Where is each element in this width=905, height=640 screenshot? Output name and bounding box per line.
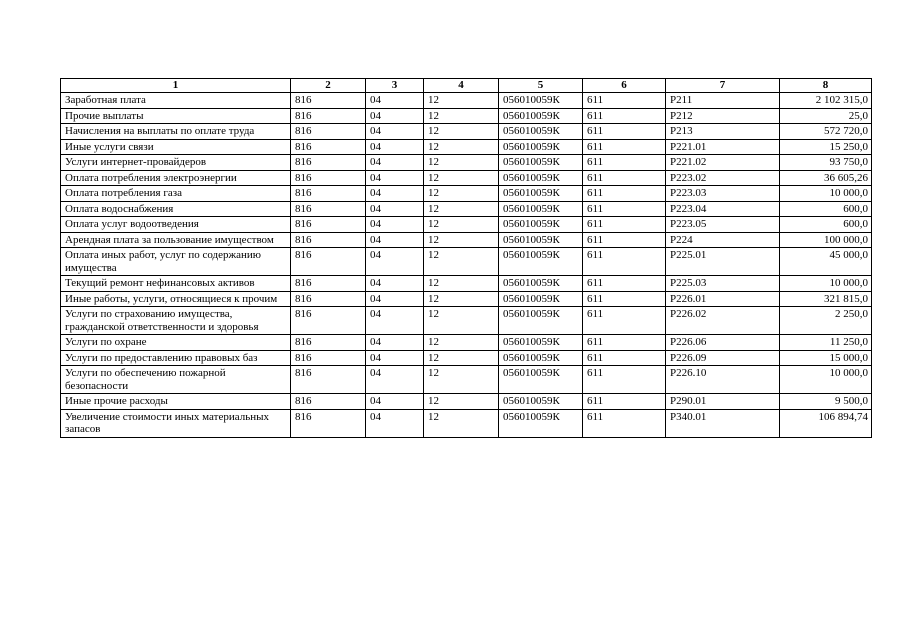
cell-kosgu-code: Р223.05 — [666, 217, 780, 233]
column-header-3: 3 — [366, 79, 424, 93]
cell-expense-name: Услуги по охране — [61, 335, 291, 351]
cell-section-code: 04 — [366, 124, 424, 140]
cell-department-code: 816 — [291, 201, 366, 217]
cell-amount: 9 500,0 — [780, 394, 872, 410]
cell-amount: 45 000,0 — [780, 248, 872, 276]
cell-subsection-code: 12 — [424, 350, 499, 366]
cell-department-code: 816 — [291, 350, 366, 366]
cell-target-article-code: 056010059К — [499, 201, 583, 217]
cell-expense-type-code: 611 — [583, 93, 666, 109]
cell-kosgu-code: Р223.02 — [666, 170, 780, 186]
table-row — [61, 232, 872, 248]
column-header-1: 1 — [61, 79, 291, 93]
cell-expense-name: Арендная плата за пользование имуществом — [61, 232, 291, 248]
cell-department-code: 816 — [291, 409, 366, 437]
cell-subsection-code: 12 — [424, 394, 499, 410]
cell-target-article-code: 056010059К — [499, 217, 583, 233]
table-row — [61, 155, 872, 171]
cell-target-article-code: 056010059К — [499, 186, 583, 202]
cell-amount: 600,0 — [780, 201, 872, 217]
cell-expense-name: Услуги по обеспечению пожарной безопасности — [61, 366, 291, 394]
cell-target-article-code: 056010059К — [499, 170, 583, 186]
cell-subsection-code: 12 — [424, 409, 499, 437]
table-row — [61, 186, 872, 202]
cell-department-code: 816 — [291, 276, 366, 292]
table-header — [61, 79, 872, 93]
cell-kosgu-code: Р226.02 — [666, 307, 780, 335]
budget-table — [60, 78, 872, 438]
cell-expense-type-code: 611 — [583, 409, 666, 437]
cell-amount: 2 250,0 — [780, 307, 872, 335]
cell-expense-type-code: 611 — [583, 335, 666, 351]
table-row — [61, 139, 872, 155]
cell-expense-type-code: 611 — [583, 232, 666, 248]
cell-expense-name: Оплата водоснабжения — [61, 201, 291, 217]
cell-kosgu-code: Р225.01 — [666, 248, 780, 276]
cell-subsection-code: 12 — [424, 108, 499, 124]
table-row — [61, 108, 872, 124]
table-row — [61, 276, 872, 292]
cell-subsection-code: 12 — [424, 291, 499, 307]
cell-department-code: 816 — [291, 232, 366, 248]
cell-target-article-code: 056010059К — [499, 409, 583, 437]
cell-kosgu-code: Р213 — [666, 124, 780, 140]
cell-amount: 600,0 — [780, 217, 872, 233]
cell-kosgu-code: Р221.02 — [666, 155, 780, 171]
cell-section-code: 04 — [366, 276, 424, 292]
cell-department-code: 816 — [291, 217, 366, 233]
cell-kosgu-code: Р340.01 — [666, 409, 780, 437]
cell-section-code: 04 — [366, 232, 424, 248]
cell-expense-type-code: 611 — [583, 307, 666, 335]
column-header-8: 8 — [780, 79, 872, 93]
cell-department-code: 816 — [291, 93, 366, 109]
cell-subsection-code: 12 — [424, 366, 499, 394]
cell-target-article-code: 056010059К — [499, 366, 583, 394]
cell-amount: 106 894,74 — [780, 409, 872, 437]
cell-subsection-code: 12 — [424, 276, 499, 292]
cell-expense-name: Услуги интернет-провайдеров — [61, 155, 291, 171]
cell-subsection-code: 12 — [424, 307, 499, 335]
cell-kosgu-code: Р226.09 — [666, 350, 780, 366]
cell-subsection-code: 12 — [424, 155, 499, 171]
cell-expense-name: Текущий ремонт нефинансовых активов — [61, 276, 291, 292]
table-row — [61, 217, 872, 233]
table-row — [61, 124, 872, 140]
header-row — [61, 79, 872, 93]
cell-target-article-code: 056010059К — [499, 93, 583, 109]
cell-amount: 10 000,0 — [780, 186, 872, 202]
table-row — [61, 291, 872, 307]
cell-kosgu-code: Р223.03 — [666, 186, 780, 202]
cell-kosgu-code: Р224 — [666, 232, 780, 248]
column-header-5: 5 — [499, 79, 583, 93]
cell-subsection-code: 12 — [424, 139, 499, 155]
cell-kosgu-code: Р226.10 — [666, 366, 780, 394]
cell-section-code: 04 — [366, 248, 424, 276]
cell-section-code: 04 — [366, 409, 424, 437]
cell-section-code: 04 — [366, 186, 424, 202]
cell-kosgu-code: Р221.01 — [666, 139, 780, 155]
cell-expense-name: Оплата потребления электроэнергии — [61, 170, 291, 186]
cell-subsection-code: 12 — [424, 217, 499, 233]
cell-expense-type-code: 611 — [583, 394, 666, 410]
cell-amount: 93 750,0 — [780, 155, 872, 171]
table-row — [61, 248, 872, 276]
cell-amount: 15 250,0 — [780, 139, 872, 155]
table-body — [61, 93, 872, 438]
cell-expense-name: Прочие выплаты — [61, 108, 291, 124]
cell-section-code: 04 — [366, 335, 424, 351]
cell-expense-name: Начисления на выплаты по оплате труда — [61, 124, 291, 140]
cell-subsection-code: 12 — [424, 170, 499, 186]
cell-target-article-code: 056010059К — [499, 155, 583, 171]
cell-department-code: 816 — [291, 307, 366, 335]
cell-expense-type-code: 611 — [583, 276, 666, 292]
cell-expense-name: Оплата иных работ, услуг по содержанию имущества — [61, 248, 291, 276]
table-row — [61, 350, 872, 366]
cell-section-code: 04 — [366, 201, 424, 217]
cell-amount: 25,0 — [780, 108, 872, 124]
cell-target-article-code: 056010059К — [499, 350, 583, 366]
cell-department-code: 816 — [291, 366, 366, 394]
table-row — [61, 409, 872, 437]
cell-amount: 11 250,0 — [780, 335, 872, 351]
cell-target-article-code: 056010059К — [499, 108, 583, 124]
cell-expense-type-code: 611 — [583, 248, 666, 276]
cell-subsection-code: 12 — [424, 93, 499, 109]
column-header-6: 6 — [583, 79, 666, 93]
cell-subsection-code: 12 — [424, 232, 499, 248]
cell-amount: 36 605,26 — [780, 170, 872, 186]
cell-department-code: 816 — [291, 335, 366, 351]
cell-department-code: 816 — [291, 291, 366, 307]
cell-amount: 15 000,0 — [780, 350, 872, 366]
cell-kosgu-code: Р290.01 — [666, 394, 780, 410]
cell-section-code: 04 — [366, 93, 424, 109]
cell-department-code: 816 — [291, 186, 366, 202]
cell-expense-name: Оплата услуг водоотведения — [61, 217, 291, 233]
cell-amount: 10 000,0 — [780, 366, 872, 394]
cell-subsection-code: 12 — [424, 201, 499, 217]
cell-target-article-code: 056010059К — [499, 276, 583, 292]
table-row — [61, 170, 872, 186]
cell-kosgu-code: Р211 — [666, 93, 780, 109]
cell-target-article-code: 056010059К — [499, 139, 583, 155]
cell-kosgu-code: Р223.04 — [666, 201, 780, 217]
cell-subsection-code: 12 — [424, 335, 499, 351]
cell-department-code: 816 — [291, 394, 366, 410]
cell-amount: 572 720,0 — [780, 124, 872, 140]
cell-subsection-code: 12 — [424, 248, 499, 276]
table-row — [61, 335, 872, 351]
table-row — [61, 201, 872, 217]
cell-expense-type-code: 611 — [583, 124, 666, 140]
cell-expense-name: Оплата потребления газа — [61, 186, 291, 202]
cell-amount: 2 102 315,0 — [780, 93, 872, 109]
cell-target-article-code: 056010059К — [499, 291, 583, 307]
cell-section-code: 04 — [366, 291, 424, 307]
cell-target-article-code: 056010059К — [499, 307, 583, 335]
cell-amount: 10 000,0 — [780, 276, 872, 292]
column-header-7: 7 — [666, 79, 780, 93]
cell-amount: 321 815,0 — [780, 291, 872, 307]
column-header-2: 2 — [291, 79, 366, 93]
cell-expense-name: Иные прочие расходы — [61, 394, 291, 410]
cell-target-article-code: 056010059К — [499, 248, 583, 276]
cell-department-code: 816 — [291, 108, 366, 124]
cell-expense-type-code: 611 — [583, 108, 666, 124]
cell-expense-name: Увеличение стоимости иных материальных запасов — [61, 409, 291, 437]
cell-section-code: 04 — [366, 366, 424, 394]
cell-section-code: 04 — [366, 139, 424, 155]
cell-expense-type-code: 611 — [583, 186, 666, 202]
cell-target-article-code: 056010059К — [499, 335, 583, 351]
cell-target-article-code: 056010059К — [499, 124, 583, 140]
cell-section-code: 04 — [366, 155, 424, 171]
cell-subsection-code: 12 — [424, 186, 499, 202]
cell-section-code: 04 — [366, 307, 424, 335]
cell-department-code: 816 — [291, 170, 366, 186]
cell-amount: 100 000,0 — [780, 232, 872, 248]
cell-department-code: 816 — [291, 248, 366, 276]
cell-expense-name: Услуги по страхованию имущества, гражданской ответственности и здоровья — [61, 307, 291, 335]
cell-expense-type-code: 611 — [583, 291, 666, 307]
cell-kosgu-code: Р212 — [666, 108, 780, 124]
cell-department-code: 816 — [291, 139, 366, 155]
cell-expense-type-code: 611 — [583, 201, 666, 217]
cell-target-article-code: 056010059К — [499, 232, 583, 248]
cell-department-code: 816 — [291, 124, 366, 140]
cell-expense-name: Услуги по предоставлению правовых баз — [61, 350, 291, 366]
table-row — [61, 93, 872, 109]
cell-expense-name: Заработная плата — [61, 93, 291, 109]
cell-section-code: 04 — [366, 170, 424, 186]
cell-expense-type-code: 611 — [583, 155, 666, 171]
cell-expense-type-code: 611 — [583, 366, 666, 394]
table-row — [61, 307, 872, 335]
column-header-4: 4 — [424, 79, 499, 93]
cell-expense-name: Иные услуги связи — [61, 139, 291, 155]
table-row — [61, 366, 872, 394]
cell-kosgu-code: Р226.06 — [666, 335, 780, 351]
cell-expense-type-code: 611 — [583, 350, 666, 366]
cell-expense-type-code: 611 — [583, 139, 666, 155]
cell-expense-type-code: 611 — [583, 217, 666, 233]
cell-target-article-code: 056010059К — [499, 394, 583, 410]
cell-expense-type-code: 611 — [583, 170, 666, 186]
cell-expense-name: Иные работы, услуги, относящиеся к прочим — [61, 291, 291, 307]
cell-section-code: 04 — [366, 394, 424, 410]
table-row — [61, 394, 872, 410]
cell-section-code: 04 — [366, 108, 424, 124]
cell-kosgu-code: Р225.03 — [666, 276, 780, 292]
cell-section-code: 04 — [366, 350, 424, 366]
cell-subsection-code: 12 — [424, 124, 499, 140]
cell-kosgu-code: Р226.01 — [666, 291, 780, 307]
cell-department-code: 816 — [291, 155, 366, 171]
cell-section-code: 04 — [366, 217, 424, 233]
